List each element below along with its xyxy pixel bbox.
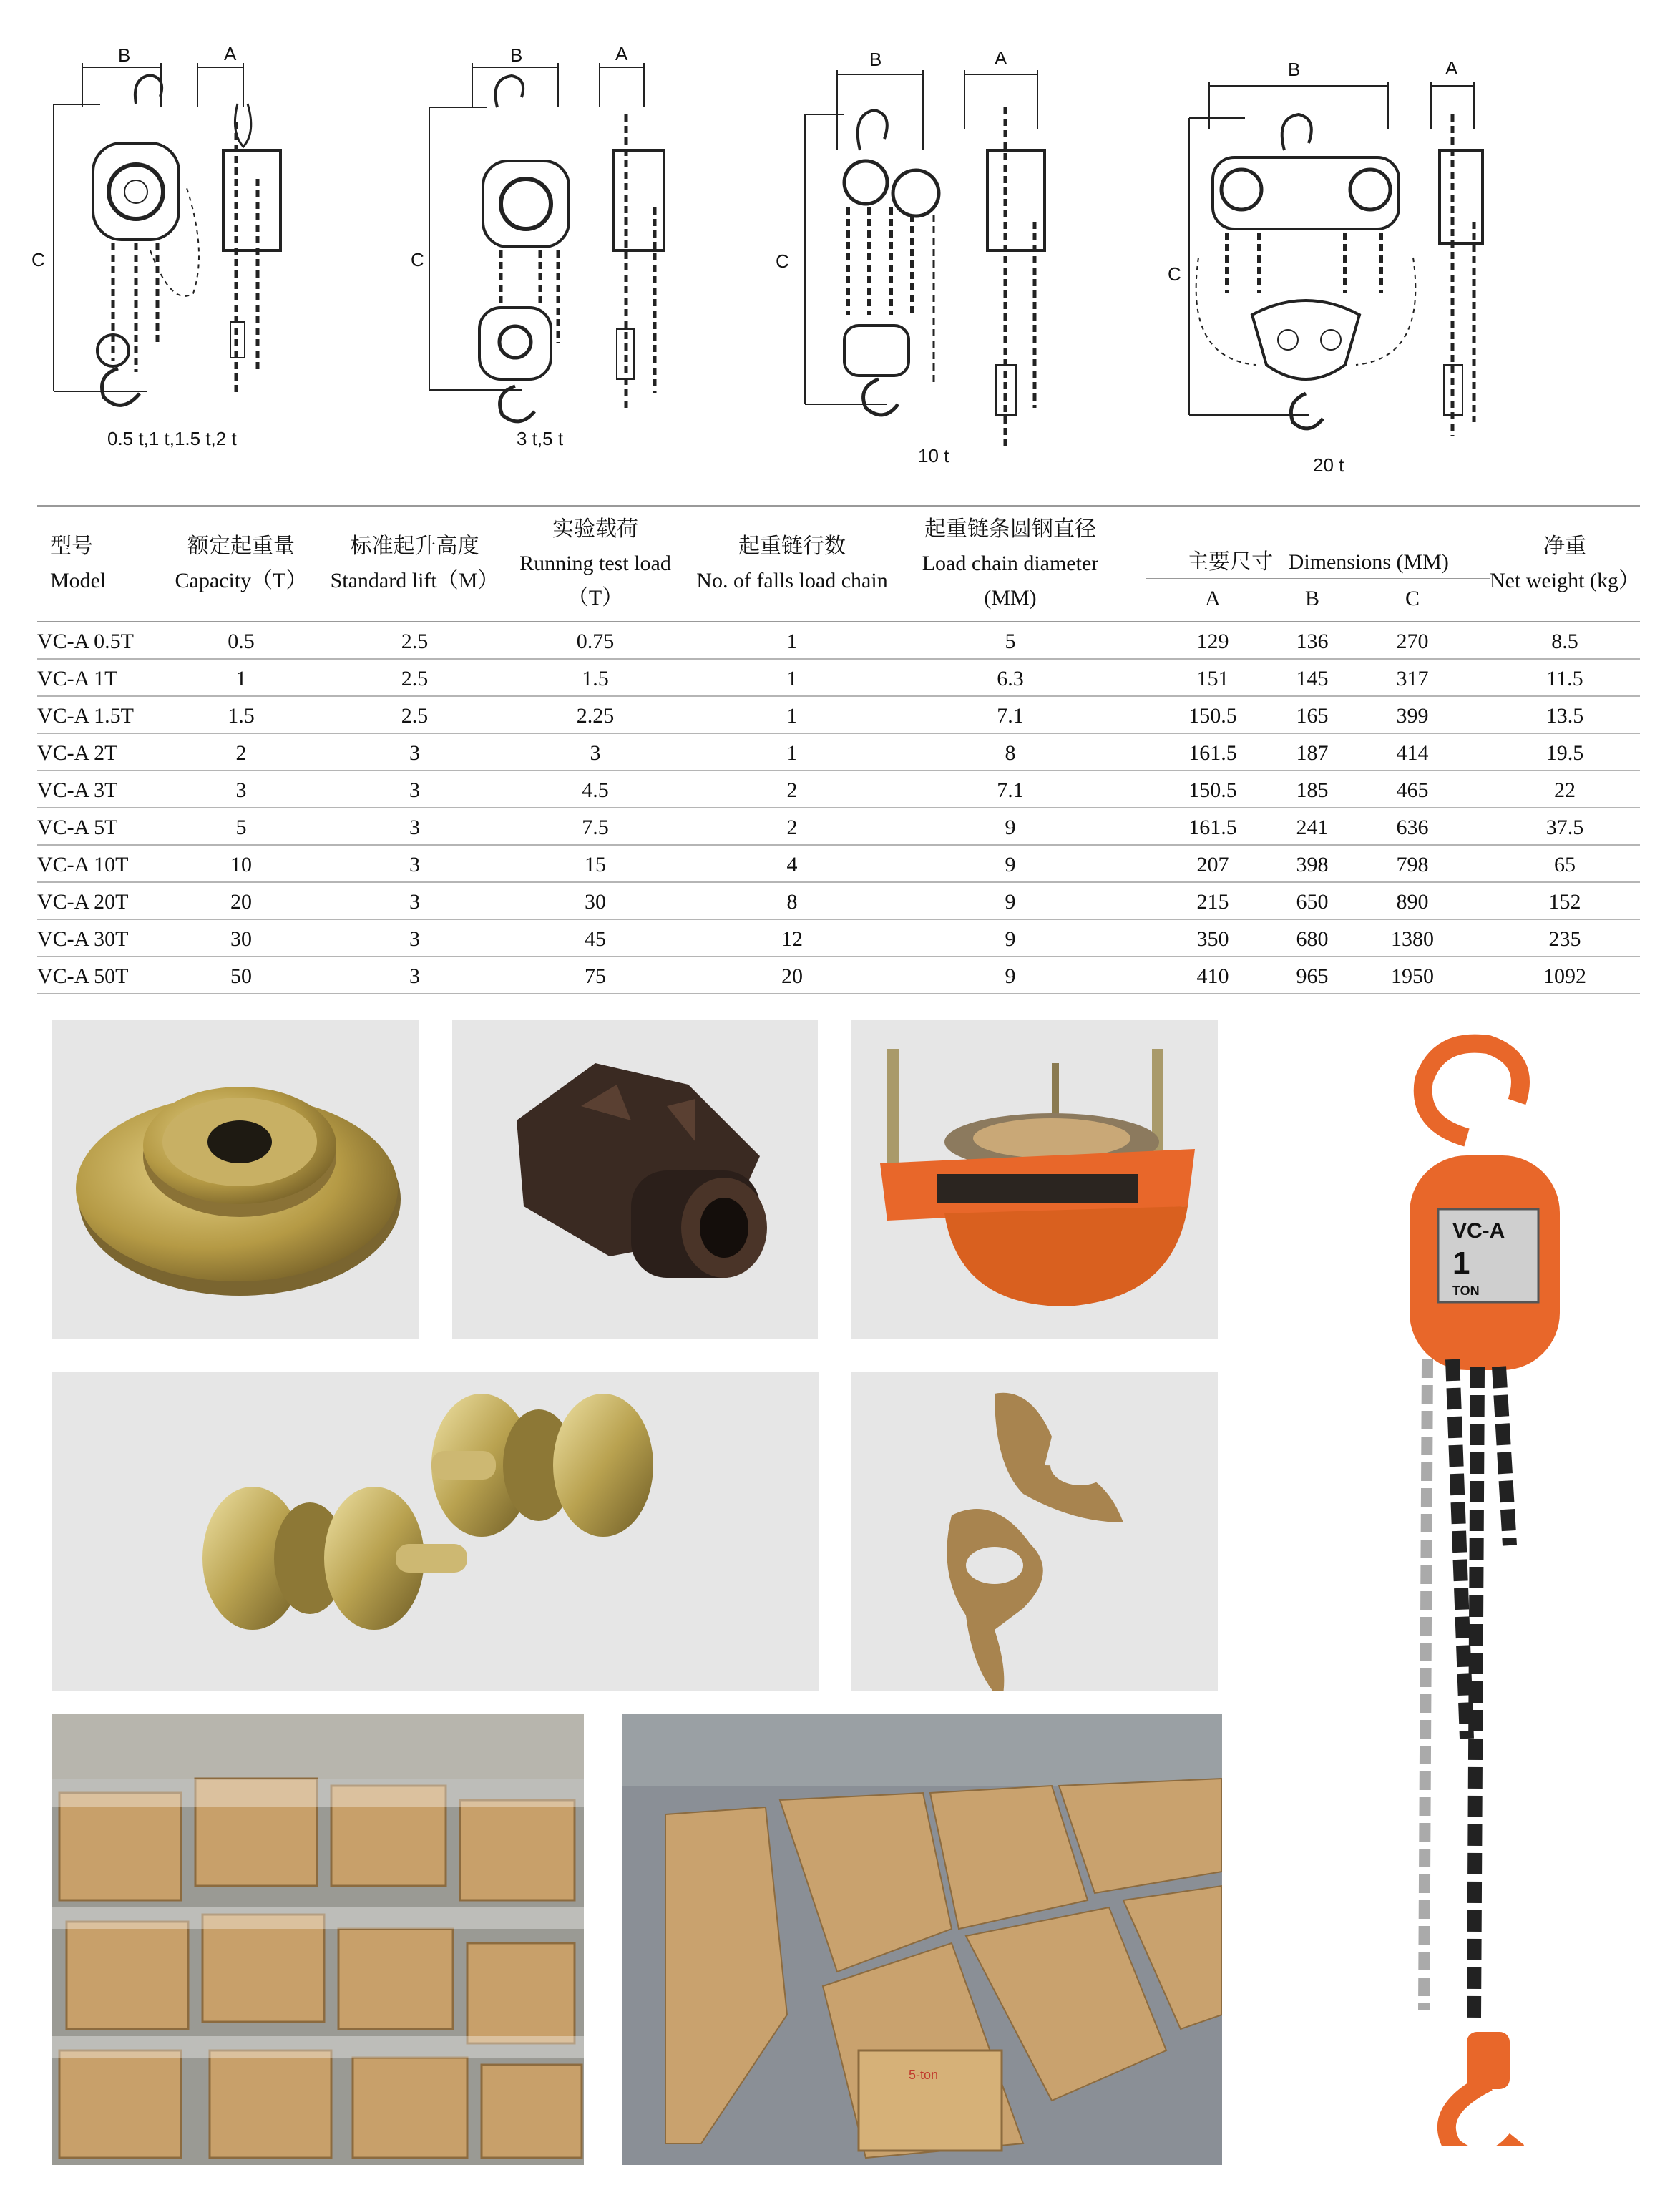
cell-capacity: 1.5 bbox=[228, 704, 255, 728]
cell-dim-c: 636 bbox=[1396, 816, 1429, 839]
cell-model: VC-A 3T bbox=[37, 778, 118, 802]
photo-chain-hoist bbox=[1359, 1030, 1581, 2146]
packed-boxes-drawing bbox=[52, 1714, 584, 2165]
cell-lift: 3 bbox=[409, 778, 420, 802]
hoist-capacity-text: 1 bbox=[1452, 1246, 1470, 1281]
header-test-zh: 实验载荷 bbox=[552, 517, 638, 541]
table-header bbox=[37, 507, 1640, 621]
header-capacity bbox=[159, 507, 323, 621]
photo-packed-boxes bbox=[52, 1714, 584, 2165]
table-row bbox=[37, 660, 1640, 697]
cell-dim-b: 650 bbox=[1296, 890, 1329, 914]
cell-dim-a: 207 bbox=[1196, 853, 1229, 876]
cell-capacity: 1 bbox=[235, 667, 247, 690]
cell-falls: 2 bbox=[786, 816, 798, 839]
hoist-unit-text: TON bbox=[1452, 1284, 1480, 1298]
cell-falls: 1 bbox=[786, 741, 798, 765]
cell-falls: 4 bbox=[786, 853, 798, 876]
photo-warehouse-boxes bbox=[622, 1714, 1222, 2165]
diagram-medium-hoist bbox=[408, 36, 680, 465]
cell-lift: 2.5 bbox=[401, 667, 429, 690]
cell-dim-a: 161.5 bbox=[1188, 741, 1237, 765]
cell-dim-c: 1380 bbox=[1391, 927, 1434, 951]
header-lift-zh: 标准起升高度 bbox=[350, 534, 479, 558]
header-dimensions-rule bbox=[1146, 578, 1490, 579]
cell-model: VC-A 20T bbox=[37, 890, 129, 914]
cell-capacity: 2 bbox=[235, 741, 247, 765]
cell-dim-b: 187 bbox=[1296, 741, 1329, 765]
table-row bbox=[37, 771, 1640, 808]
diagram-dim-b-label: B bbox=[510, 44, 523, 66]
cell-dim-c: 1950 bbox=[1391, 964, 1434, 988]
header-lift-en: Standard lift（M） bbox=[330, 569, 499, 592]
cell-dim-c: 270 bbox=[1396, 630, 1429, 653]
cell-falls: 8 bbox=[786, 890, 798, 914]
cell-net-weight: 11.5 bbox=[1546, 667, 1583, 690]
diagram-10t-hoist-drawing bbox=[773, 43, 1073, 472]
table-row bbox=[37, 622, 1640, 660]
cell-dim-c: 890 bbox=[1396, 890, 1429, 914]
cell-chain-diameter: 7.1 bbox=[997, 778, 1024, 802]
hoist-brand-text: VC-A bbox=[1452, 1219, 1505, 1243]
cell-model: VC-A 30T bbox=[37, 927, 129, 951]
diagram-dim-c-label: C bbox=[411, 249, 424, 270]
cell-dim-a: 350 bbox=[1196, 927, 1229, 951]
cell-chain-diameter: 9 bbox=[1005, 816, 1016, 839]
header-model-en: Model bbox=[50, 569, 107, 592]
cell-model: VC-A 1T bbox=[37, 667, 118, 690]
diagram-dim-a-label: A bbox=[224, 43, 237, 64]
diagram-caption: 20 t bbox=[1313, 454, 1344, 476]
table-row bbox=[37, 697, 1640, 734]
cell-chain-diameter: 6.3 bbox=[997, 667, 1024, 690]
photo-ratchet-gear bbox=[452, 1020, 818, 1339]
header-dimensions-title bbox=[1146, 544, 1490, 575]
table-row bbox=[37, 920, 1640, 957]
photo-gearbox-assembly bbox=[851, 1020, 1218, 1339]
diagram-caption: 3 t,5 t bbox=[517, 428, 564, 449]
cell-falls: 1 bbox=[786, 630, 798, 653]
header-model-zh: 型号 bbox=[50, 534, 93, 558]
cell-net-weight: 22 bbox=[1554, 778, 1576, 802]
cell-model: VC-A 5T bbox=[37, 816, 118, 839]
cell-net-weight: 19.5 bbox=[1545, 741, 1584, 765]
cell-dim-c: 317 bbox=[1396, 667, 1429, 690]
cell-chain-diameter: 7.1 bbox=[997, 704, 1024, 728]
cell-chain-diameter: 9 bbox=[1005, 890, 1016, 914]
diagram-small-hoist-drawing bbox=[29, 36, 272, 465]
cell-test-load: 15 bbox=[585, 853, 606, 876]
spec-table bbox=[37, 505, 1640, 994]
cell-capacity: 10 bbox=[230, 853, 252, 876]
header-weight-zh: 净重 bbox=[1543, 534, 1586, 558]
diagram-medium-hoist-drawing bbox=[408, 36, 680, 465]
cell-test-load: 4.5 bbox=[582, 778, 609, 802]
brake-disc-drawing bbox=[52, 1020, 419, 1339]
cell-falls: 20 bbox=[781, 964, 803, 988]
photo-load-sheaves bbox=[52, 1372, 819, 1691]
header-test-unit: （T） bbox=[567, 586, 624, 610]
cell-net-weight: 235 bbox=[1548, 927, 1581, 951]
diagram-dim-a-label: A bbox=[1445, 57, 1458, 79]
cell-capacity: 0.5 bbox=[228, 630, 255, 653]
diagram-dim-b-label: B bbox=[118, 44, 131, 66]
cell-model: VC-A 10T bbox=[37, 853, 129, 876]
header-dia-unit: (MM) bbox=[984, 586, 1037, 610]
diagram-10t-hoist bbox=[773, 43, 1073, 472]
warehouse-boxes-drawing bbox=[622, 1714, 1222, 2165]
box-mark-text: 5-ton bbox=[909, 2068, 939, 2082]
cell-dim-a: 410 bbox=[1196, 964, 1229, 988]
header-falls bbox=[685, 507, 899, 621]
cell-dim-b: 165 bbox=[1296, 704, 1329, 728]
cell-dim-a: 161.5 bbox=[1188, 816, 1237, 839]
cell-dim-b: 398 bbox=[1296, 853, 1329, 876]
cell-falls: 1 bbox=[786, 704, 798, 728]
photo-pawls bbox=[851, 1372, 1218, 1691]
header-falls-zh: 起重链行数 bbox=[738, 534, 846, 558]
photo-brake-disc bbox=[52, 1020, 419, 1339]
header-dimensions bbox=[1146, 507, 1490, 621]
cell-net-weight: 1092 bbox=[1543, 964, 1586, 988]
diagram-20t-hoist bbox=[1159, 50, 1517, 479]
diagram-20t-hoist-drawing bbox=[1159, 50, 1517, 479]
diagram-caption: 10 t bbox=[918, 445, 949, 466]
cell-dim-c: 399 bbox=[1396, 704, 1429, 728]
cell-capacity: 20 bbox=[230, 890, 252, 914]
table-row bbox=[37, 734, 1640, 771]
cell-test-load: 75 bbox=[585, 964, 606, 988]
diagram-caption: 0.5 t,1 t,1.5 t,2 t bbox=[107, 428, 237, 449]
cell-lift: 3 bbox=[409, 741, 420, 765]
cell-dim-b: 241 bbox=[1296, 816, 1329, 839]
cell-net-weight: 37.5 bbox=[1545, 816, 1584, 839]
header-capacity-zh: 额定起重量 bbox=[187, 534, 295, 558]
header-test-en: Running test load bbox=[519, 552, 671, 575]
cell-lift: 3 bbox=[409, 964, 420, 988]
header-dia-en: Load chain diameter bbox=[922, 552, 1099, 575]
table-row bbox=[37, 883, 1640, 920]
cell-test-load: 0.75 bbox=[576, 630, 615, 653]
cell-dim-c: 465 bbox=[1396, 778, 1429, 802]
diagram-dim-b-label: B bbox=[869, 49, 882, 70]
header-capacity-en: Capacity（T） bbox=[175, 569, 308, 592]
cell-dim-a: 151 bbox=[1196, 667, 1229, 690]
cell-net-weight: 152 bbox=[1548, 890, 1581, 914]
header-chain-diameter bbox=[899, 507, 1121, 621]
front-box bbox=[859, 2050, 1002, 2151]
cell-falls: 12 bbox=[781, 927, 803, 951]
diagram-dim-c-label: C bbox=[776, 250, 789, 272]
cell-test-load: 1.5 bbox=[582, 667, 609, 690]
cell-falls: 1 bbox=[786, 667, 798, 690]
cell-capacity: 50 bbox=[230, 964, 252, 988]
diagram-dim-b-label: B bbox=[1288, 59, 1301, 80]
cell-chain-diameter: 9 bbox=[1005, 853, 1016, 876]
cell-dim-a: 150.5 bbox=[1188, 778, 1237, 802]
cell-dim-b: 185 bbox=[1296, 778, 1329, 802]
cell-lift: 3 bbox=[409, 816, 420, 839]
cell-dim-c: 798 bbox=[1396, 853, 1429, 876]
cell-dim-b: 136 bbox=[1296, 630, 1329, 653]
diagram-dim-c-label: C bbox=[1168, 263, 1181, 285]
cell-test-load: 30 bbox=[585, 890, 606, 914]
cell-net-weight: 65 bbox=[1554, 853, 1576, 876]
cell-test-load: 45 bbox=[585, 927, 606, 951]
chain-hoist-drawing bbox=[1359, 1030, 1581, 2146]
cell-lift: 3 bbox=[409, 853, 420, 876]
cell-dim-a: 150.5 bbox=[1188, 704, 1237, 728]
cell-test-load: 7.5 bbox=[582, 816, 609, 839]
cell-dim-b: 145 bbox=[1296, 667, 1329, 690]
cell-capacity: 3 bbox=[235, 778, 247, 802]
cell-lift: 2.5 bbox=[401, 630, 429, 653]
cell-capacity: 30 bbox=[230, 927, 252, 951]
header-dim-a: A bbox=[1205, 587, 1221, 610]
header-weight-en: Net weight (kg） bbox=[1490, 569, 1640, 592]
cell-test-load: 3 bbox=[590, 741, 601, 765]
table-row bbox=[37, 846, 1640, 883]
cell-chain-diameter: 5 bbox=[1005, 630, 1016, 653]
header-dia-zh: 起重链条圆钢直径 bbox=[924, 517, 1096, 541]
cell-capacity: 5 bbox=[235, 816, 247, 839]
cell-test-load: 2.25 bbox=[576, 704, 615, 728]
cell-model: VC-A 50T bbox=[37, 964, 129, 988]
load-sheaves-drawing bbox=[52, 1372, 819, 1691]
cell-lift: 3 bbox=[409, 927, 420, 951]
pawls-drawing bbox=[851, 1372, 1218, 1691]
cell-dim-c: 414 bbox=[1396, 741, 1429, 765]
cell-chain-diameter: 8 bbox=[1005, 741, 1016, 765]
table-row bbox=[37, 957, 1640, 994]
cell-net-weight: 8.5 bbox=[1551, 630, 1578, 653]
header-weight bbox=[1490, 507, 1640, 621]
cell-dim-b: 680 bbox=[1296, 927, 1329, 951]
header-lift bbox=[323, 507, 506, 621]
header-dimensions-zh: 主要尺寸 bbox=[1187, 550, 1274, 574]
cell-lift: 3 bbox=[409, 890, 420, 914]
header-model bbox=[37, 507, 172, 621]
table-row bbox=[37, 808, 1640, 846]
cell-lift: 2.5 bbox=[401, 704, 429, 728]
diagram-dim-c-label: C bbox=[31, 249, 45, 270]
cell-dim-a: 129 bbox=[1196, 630, 1229, 653]
header-test-load bbox=[506, 507, 685, 621]
diagram-dim-a-label: A bbox=[995, 47, 1007, 69]
cell-chain-diameter: 9 bbox=[1005, 927, 1016, 951]
header-dim-b: B bbox=[1304, 587, 1319, 610]
header-dimensions-en: Dimensions (MM) bbox=[1288, 550, 1449, 574]
diagram-small-hoist bbox=[29, 36, 272, 465]
header-dim-c: C bbox=[1405, 587, 1420, 610]
cell-model: VC-A 2T bbox=[37, 741, 118, 765]
cell-chain-diameter: 9 bbox=[1005, 964, 1016, 988]
cell-falls: 2 bbox=[786, 778, 798, 802]
header-falls-en: No. of falls load chain bbox=[696, 569, 888, 592]
cell-model: VC-A 0.5T bbox=[37, 630, 134, 653]
cell-dim-b: 965 bbox=[1296, 964, 1329, 988]
ratchet-gear-drawing bbox=[452, 1020, 818, 1339]
cell-net-weight: 13.5 bbox=[1545, 704, 1584, 728]
cell-dim-a: 215 bbox=[1196, 890, 1229, 914]
gearbox-assembly-drawing bbox=[851, 1020, 1218, 1339]
diagram-dim-a-label: A bbox=[615, 43, 628, 64]
cell-model: VC-A 1.5T bbox=[37, 704, 134, 728]
